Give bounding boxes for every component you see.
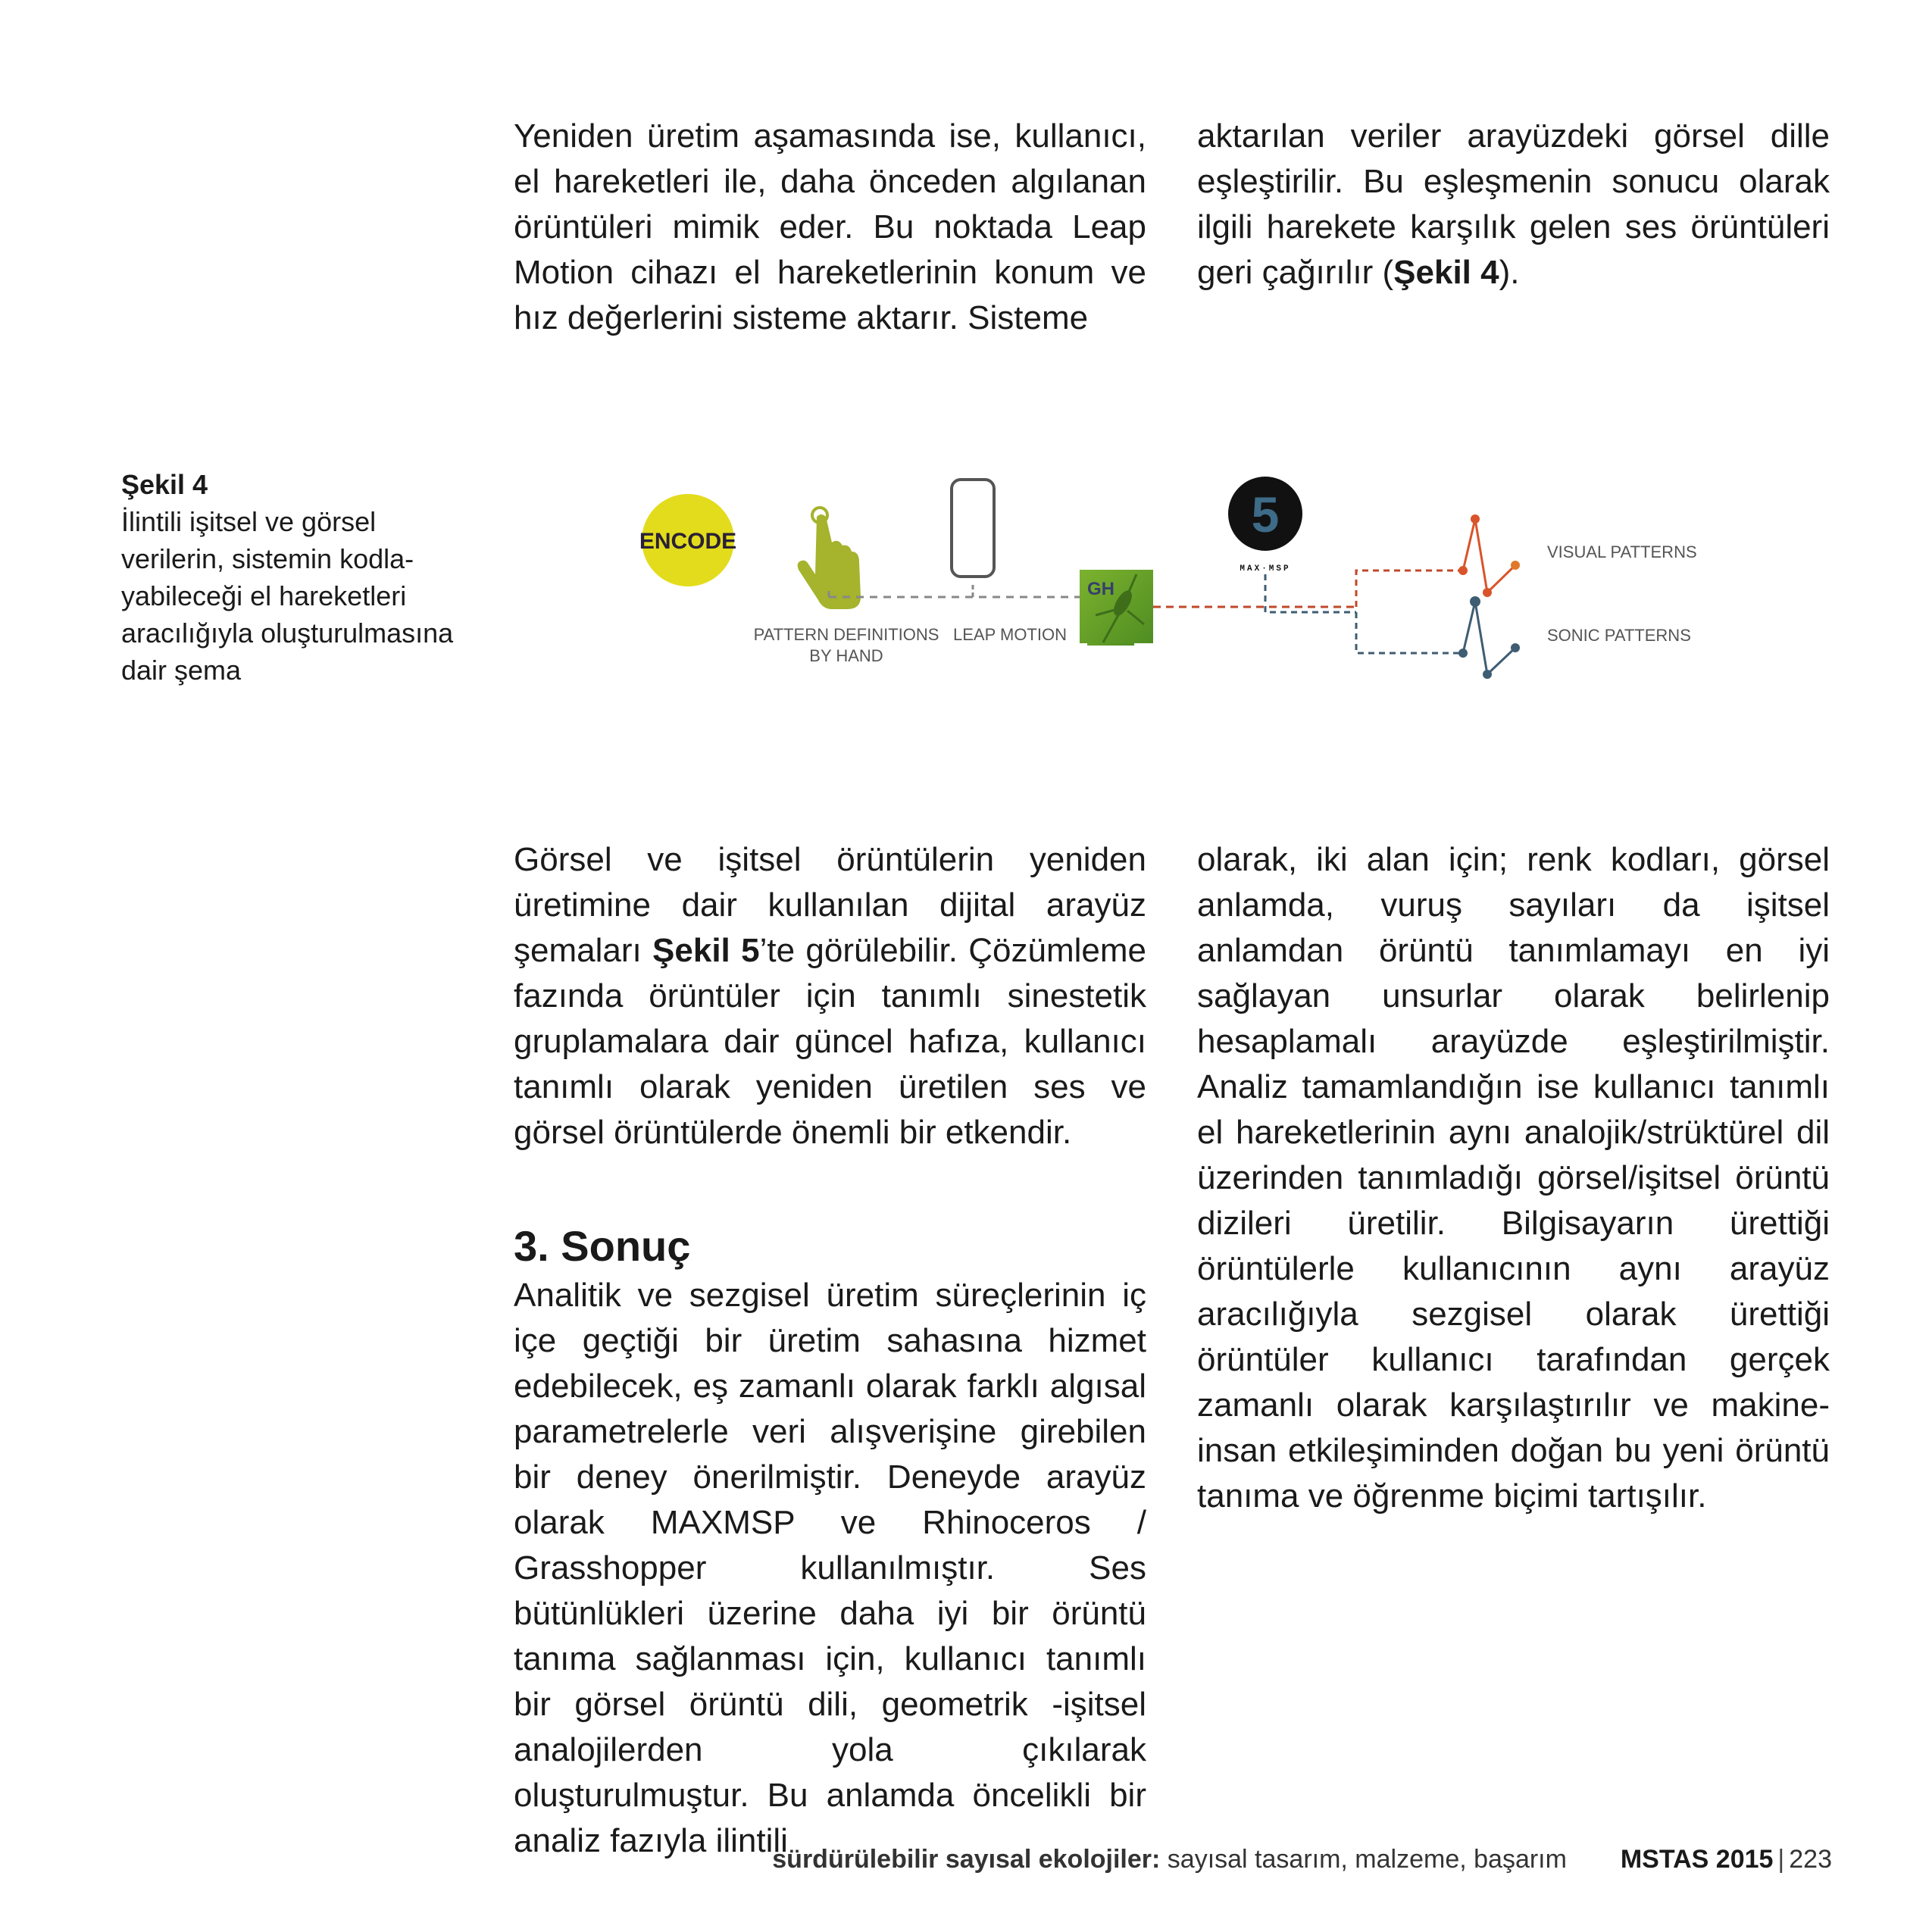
footer-brand: MSTAS 2015 (1620, 1845, 1774, 1874)
visual-pattern-line (1463, 519, 1515, 592)
figure-reference: Şekil 5 (652, 932, 760, 969)
sonic-pattern-point (1470, 596, 1480, 607)
grasshopper-node (1080, 570, 1153, 646)
body-text-mid-left (514, 837, 1146, 1155)
hand-label-line1: PATTERN DEFINITIONS (753, 625, 939, 644)
footer-series-subtitle: sayısal tasarım, malzeme, başarım (1167, 1845, 1567, 1874)
max-msp-label: MAX·MSP (1240, 564, 1291, 574)
caption-title: Şekil 4 (121, 469, 208, 500)
sonic-pattern-line (1463, 602, 1515, 674)
paragraph: Yeniden üretim aşamasında ise, kullanıcı, el hareketleri ile, daha önceden algılanan örüntüleri mimik eder. Bu noktada Leap Motion cihazı el hareketlerinin konum ve hız değerlerini sisteme aktarır. Sisteme (514, 117, 1146, 336)
leap-motion-device-icon (952, 480, 994, 577)
body-text-top-right (1197, 114, 1830, 295)
leap-motion-label: LEAP MOTION (953, 625, 1067, 644)
page-footer (772, 1845, 1832, 1874)
page-number: 223 (1789, 1845, 1832, 1874)
sonic-patterns-label: SONIC PATTERNS (1547, 626, 1691, 645)
footer-series-title: sürdürülebilir sayısal ekolojiler: (772, 1845, 1161, 1874)
text-run: Görsel ve işitsel örüntülerin yeniden üretimine dair kullanılan dijital arayüz şemaları (514, 841, 1146, 969)
max-msp-digit: 5 (1251, 486, 1280, 542)
text-run: ). (1499, 254, 1520, 291)
hand-label-line2: BY HAND (809, 646, 883, 665)
paragraph (1197, 114, 1830, 295)
visual-pattern-point (1458, 566, 1468, 575)
visual-patterns-label: VISUAL PATTERNS (1547, 542, 1697, 561)
figure-caption (121, 466, 477, 689)
figure-diagram (621, 455, 1720, 697)
section-heading: 3. Sonuç (514, 1222, 691, 1270)
max-msp-node (1228, 477, 1302, 574)
visual-pattern-point (1471, 514, 1480, 524)
sonic-pattern-point (1511, 643, 1520, 652)
connector-sonic (1356, 612, 1462, 653)
text-run: aktarılan veriler arayüzdeki görsel dille eşleştirilir. Bu eşleşmenin sonucu olarak ilgili harekete karşılık gelen ses örüntüleri geri çağırılır ( (1197, 117, 1830, 291)
sonic-pattern-point (1458, 649, 1468, 658)
footer-separator: | (1777, 1845, 1785, 1874)
figure-reference: Şekil 4 (1393, 254, 1499, 291)
sonic-pattern-point (1483, 670, 1492, 679)
body-text-top-left (514, 114, 1146, 341)
paragraph: Analitik ve sezgisel üretim süreçlerinin iç içe geçtiği bir üretim sahasına hizmet edebilecek, eş zamanlı olarak farklı algısal parametrelerle veri alışverişine girebilen bir deney önerilmiştir. Deneyde arayüz olarak MAXMSP ve Rhinoceros / Grasshopper kullanılmıştır. Ses bütünlükleri üzerine daha iyi bir örüntü tanıma sağlanması için, kullanıcı tanımlı bir görsel örüntü dili, geometrik -işitsel analojilerden yola çıkılarak oluşturulmuştur. Bu anlamda öncelikli bir analiz fazıyla ilintili (514, 1277, 1146, 1859)
visual-pattern-point (1511, 561, 1520, 570)
body-text-mid-right (1197, 837, 1830, 1519)
sonic-pattern-graph (1458, 596, 1520, 679)
encode-label: ENCODE (639, 529, 737, 554)
body-text-conclusion (514, 1273, 1146, 1864)
connector-visual (1356, 571, 1462, 607)
paragraph (514, 837, 1146, 1155)
text-run: ’te görülebilir. Çözümleme fazında örüntüler için tanımlı sinestetik gruplamalara dair güncel hafıza, kullanıcı tanımlı olarak yeniden üretilen ses ve görsel örüntülerde önemli bir etkendir. (514, 932, 1146, 1151)
gh-label: GH (1087, 579, 1114, 599)
visual-pattern-point (1483, 588, 1492, 597)
caption-text: İlintili işitsel ve görsel verilerin, sistemin kodla-yabileceği el hareketleri aracılığıyla oluşturulmasına dair şema (121, 506, 454, 686)
diagram-svg (621, 455, 1720, 697)
visual-pattern-graph (1458, 514, 1520, 597)
paragraph: olarak, iki alan için; renk kodları, görsel anlamda, vuruş sayıları da işitsel anlamdan örüntü tanımlamayı en iyi sağlayan unsurlar olarak belirlenip hesaplamalı arayüzde eşleştirilmiştir. Analiz tamamlandığın ise kullanıcı tanımlı el hareketlerinin aynı analojik/strüktürel dil üzerinden tanımladığı görsel/işitsel örüntü dizileri üretilir. Bilgisayarın ürettiği örüntülerle kullanıcının aynı arayüz aracılığıyla sezgisel olarak ürettiği örüntüler kullanıcı tarafından gerçek zamanlı olarak karşılaştırılır ve makine-insan etkileşiminden doğan bu yeni örüntü tanıma ve öğrenme biçimi tartışılır. (1197, 841, 1830, 1515)
encode-node (639, 494, 736, 586)
